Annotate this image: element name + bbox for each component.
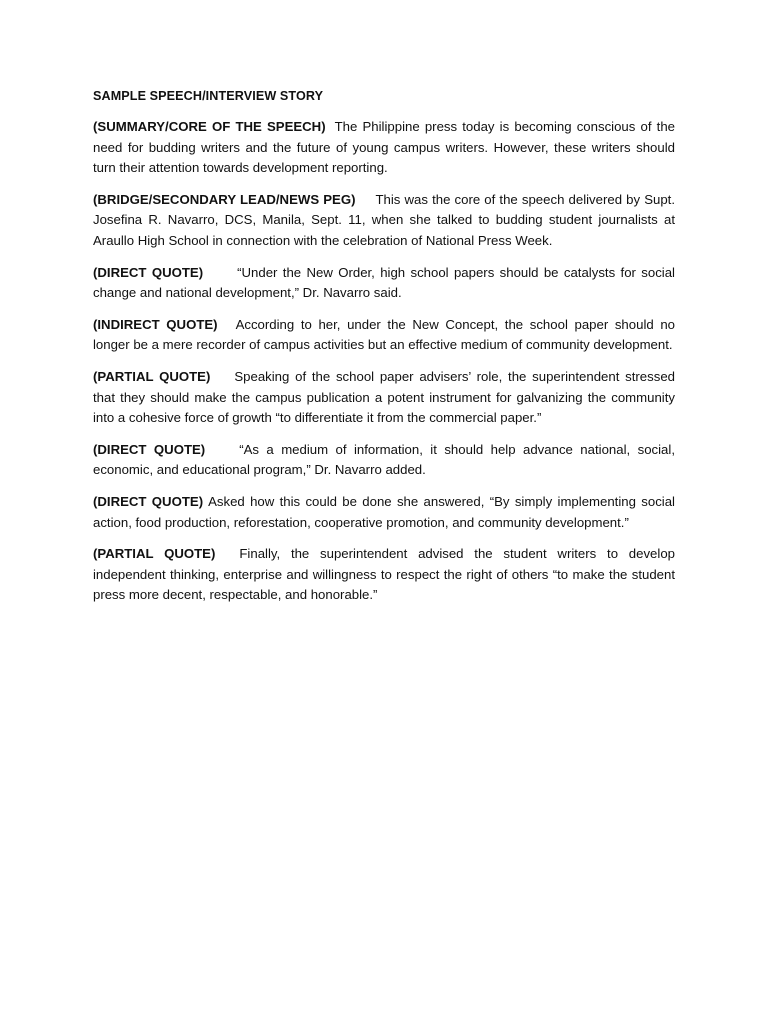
paragraph-text: The Philippine press today is becoming conscious of the need for budding writers and the future of young campus writers. However, these writers should turn their attention towards development reporting. (93, 119, 676, 176)
document-page (93, 86, 675, 617)
paragraph-direct-quote-3 (93, 492, 675, 533)
paragraph-tag: (PARTIAL QUOTE) (93, 368, 211, 384)
paragraph-indirect-quote (93, 315, 675, 356)
paragraph-tag: (DIRECT QUOTE) (93, 264, 204, 280)
paragraph-text: Finally, the superintendent advised the student writers to develop independent thinking, enterprise and willingness to respect the right of others “to make the student press more decent, respectable, and honorable.” (93, 546, 675, 603)
paragraph-text: According to her, under the New Concept, the school paper should no longer be a mere recorder of campus activities but an effective medium of community development. (93, 316, 675, 353)
paragraph-text: Speaking of the school paper advisers’ role, the superintendent stressed that they should make the campus publication a potent instrument for galvanizing the community into a cohesive force of growth “to differentiate it from the commercial paper.” (93, 368, 675, 426)
paragraph-partial-quote-2 (93, 544, 675, 606)
paragraph-direct-quote-1 (93, 263, 675, 304)
document-title: SAMPLE SPEECH/INTERVIEW STORY (93, 89, 324, 103)
paragraph-tag: (BRIDGE/SECONDARY LEAD/NEWS PEG) (93, 191, 356, 207)
paragraph-bridge (93, 190, 675, 252)
paragraph-text: “As a medium of information, it should help advance national, social, economic, and educational program,” Dr. Navarro added. (93, 441, 675, 478)
paragraph-direct-quote-2 (93, 440, 675, 481)
paragraph-tag: (DIRECT QUOTE) (93, 493, 204, 509)
paragraph-tag: (SUMMARY/CORE OF THE SPEECH) (93, 119, 326, 134)
paragraph-tag: (DIRECT QUOTE) (93, 441, 206, 457)
paragraph-tag: (INDIRECT QUOTE) (93, 316, 218, 332)
paragraph-text: Asked how this could be done she answered, “By simply implementing social action, food production, reforestation, cooperative promotion, and community development.” (93, 493, 675, 530)
paragraph-summary (93, 117, 675, 179)
paragraph-tag: (PARTIAL QUOTE) (93, 546, 216, 562)
paragraph-text: “Under the New Order, high school papers should be catalysts for social change and national development,” Dr. Navarro said. (93, 264, 675, 301)
paragraph-partial-quote-1 (93, 367, 675, 429)
paragraph-text: This was the core of the speech delivered by Supt. Josefina R. Navarro, DCS, Manila, Sept. 11, when she talked to budding student journalists at Araullo High School in connection with the celebration of National Press Week. (93, 191, 675, 248)
